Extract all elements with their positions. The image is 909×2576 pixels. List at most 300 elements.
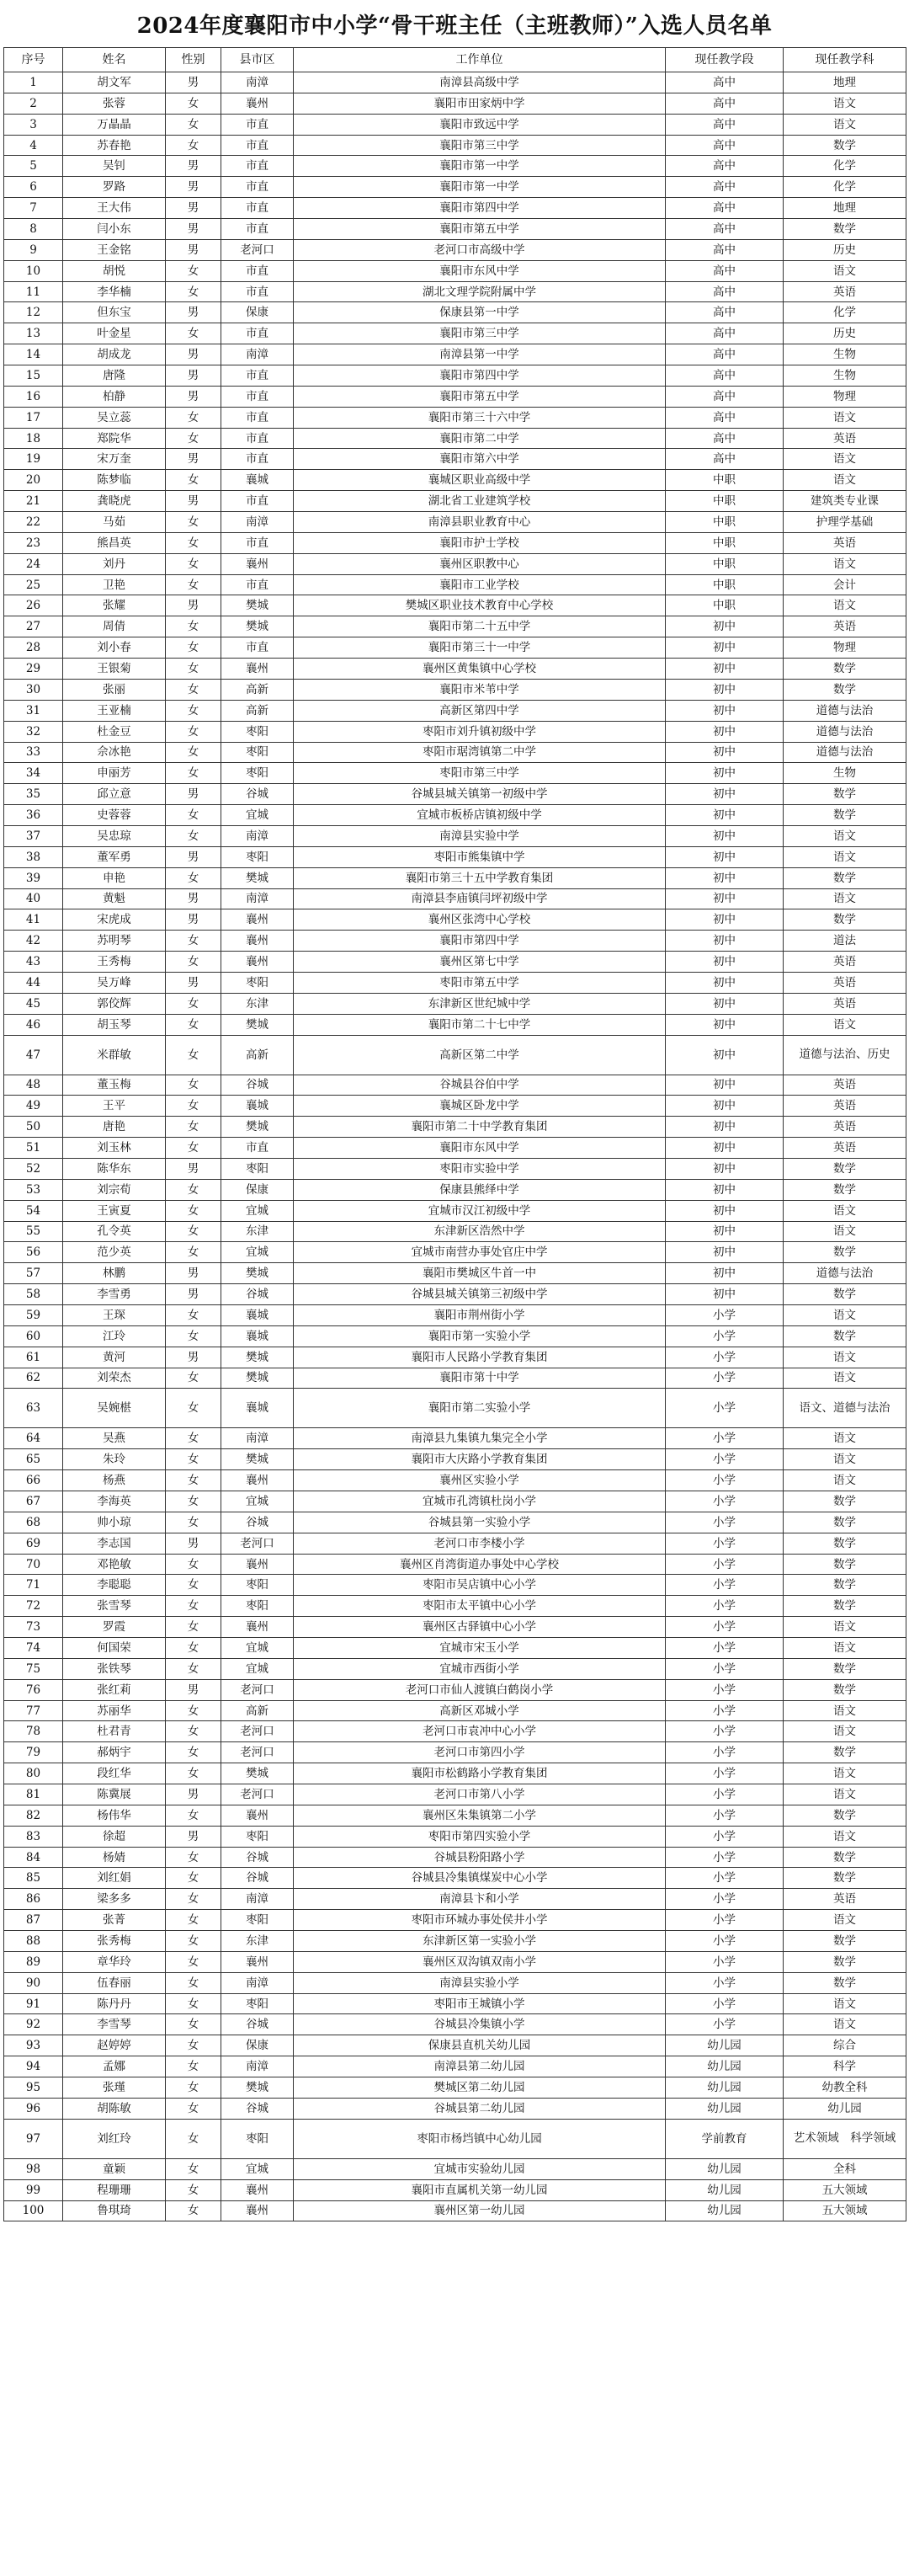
cell-name: 张雪琴: [63, 1596, 166, 1617]
cell-stage: 小学: [666, 1533, 784, 1554]
cell-gender: 女: [166, 2200, 221, 2221]
cell-index: 9: [4, 239, 63, 260]
cell-stage: 初中: [666, 825, 784, 846]
cell-stage: 学前教育: [666, 2119, 784, 2158]
cell-name: 唐隆: [63, 365, 166, 387]
cell-workplace: 宜城市板桥店镇初级中学: [294, 805, 666, 826]
cell-index: 84: [4, 1847, 63, 1868]
table-row: [4, 1368, 906, 1389]
cell-workplace: 枣阳市太平镇中心小学: [294, 1596, 666, 1617]
cell-index: 68: [4, 1512, 63, 1533]
cell-district: 南漳: [221, 1428, 294, 1449]
table-row: [4, 177, 906, 198]
cell-index: 58: [4, 1284, 63, 1305]
cell-name: 苏明琴: [63, 931, 166, 952]
cell-workplace: 襄阳市致远中学: [294, 114, 666, 135]
cell-district: 枣阳: [221, 1910, 294, 1931]
cell-index: 26: [4, 595, 63, 616]
cell-stage: 幼儿园: [666, 2077, 784, 2099]
cell-gender: 女: [166, 1638, 221, 1659]
cell-index: 32: [4, 721, 63, 742]
cell-subject: 英语: [784, 1075, 906, 1096]
cell-index: 15: [4, 365, 63, 387]
cell-district: 高新: [221, 1700, 294, 1721]
cell-workplace: 枣阳市刘升镇初级中学: [294, 721, 666, 742]
table-row: [4, 281, 906, 302]
cell-district: 市直: [221, 428, 294, 449]
cell-name: 陈冀展: [63, 1784, 166, 1805]
cell-district: 枣阳: [221, 972, 294, 993]
cell-district: 东津: [221, 993, 294, 1014]
cell-gender: 女: [166, 114, 221, 135]
table-row: [4, 1117, 906, 1138]
cell-name: 唐艳: [63, 1117, 166, 1138]
cell-workplace: 老河口市高级中学: [294, 239, 666, 260]
table-row: [4, 1200, 906, 1221]
cell-stage: 初中: [666, 1138, 784, 1159]
table-row: [4, 1325, 906, 1347]
cell-workplace: 老河口市第八小学: [294, 1784, 666, 1805]
cell-name: 孟娜: [63, 2056, 166, 2077]
cell-workplace: 襄州区双沟镇双南小学: [294, 1951, 666, 1972]
cell-index: 73: [4, 1617, 63, 1638]
table-row: [4, 2077, 906, 2099]
cell-subject: 语文: [784, 1910, 906, 1931]
table-row: [4, 1617, 906, 1638]
cell-gender: 男: [166, 1679, 221, 1700]
cell-subject: 数学: [784, 1533, 906, 1554]
cell-district: 老河口: [221, 1533, 294, 1554]
cell-index: 2: [4, 93, 63, 114]
cell-gender: 男: [166, 1347, 221, 1368]
cell-district: 樊城: [221, 616, 294, 637]
cell-stage: 小学: [666, 1347, 784, 1368]
table-row: [4, 1638, 906, 1659]
cell-stage: 初中: [666, 1075, 784, 1096]
cell-subject: 化学: [784, 177, 906, 198]
cell-subject: 物理: [784, 637, 906, 659]
cell-gender: 女: [166, 867, 221, 888]
table-row: [4, 1512, 906, 1533]
cell-workplace: 襄阳市第一中学: [294, 156, 666, 177]
table-row: [4, 1972, 906, 1993]
cell-district: 枣阳: [221, 763, 294, 784]
table-row: [4, 1847, 906, 1868]
cell-district: 宜城: [221, 1658, 294, 1679]
cell-gender: 女: [166, 1512, 221, 1533]
cell-district: 枣阳: [221, 846, 294, 867]
cell-workplace: 襄阳市第三中学: [294, 323, 666, 344]
cell-stage: 初中: [666, 888, 784, 909]
cell-stage: 幼儿园: [666, 2200, 784, 2221]
cell-district: 襄州: [221, 93, 294, 114]
cell-gender: 男: [166, 1284, 221, 1305]
cell-subject: 语文: [784, 260, 906, 281]
cell-name: 胡陈敏: [63, 2098, 166, 2119]
cell-index: 38: [4, 846, 63, 867]
table-row: [4, 386, 906, 407]
cell-index: 52: [4, 1158, 63, 1179]
cell-district: 谷城: [221, 1847, 294, 1868]
cell-subject: 数学: [784, 784, 906, 805]
cell-subject: 数学: [784, 1325, 906, 1347]
cell-index: 62: [4, 1368, 63, 1389]
table-row: [4, 2056, 906, 2077]
cell-index: 10: [4, 260, 63, 281]
cell-stage: 高中: [666, 219, 784, 240]
cell-index: 19: [4, 449, 63, 470]
cell-workplace: 襄州区肖湾街道办事处中心学校: [294, 1554, 666, 1575]
cell-district: 市直: [221, 135, 294, 156]
cell-name: 范少英: [63, 1242, 166, 1263]
cell-workplace: 枣阳市王城镇小学: [294, 1993, 666, 2014]
cell-stage: 小学: [666, 1617, 784, 1638]
cell-district: 市直: [221, 114, 294, 135]
cell-subject: 英语: [784, 993, 906, 1014]
cell-workplace: 湖北文理学院附属中学: [294, 281, 666, 302]
cell-name: 邱立意: [63, 784, 166, 805]
cell-gender: 女: [166, 1449, 221, 1470]
table-row: [4, 428, 906, 449]
cell-name: 林鹏: [63, 1263, 166, 1284]
cell-workplace: 湖北省工业建筑学校: [294, 491, 666, 512]
cell-gender: 女: [166, 637, 221, 659]
cell-stage: 高中: [666, 114, 784, 135]
cell-district: 宜城: [221, 805, 294, 826]
cell-stage: 初中: [666, 1158, 784, 1179]
cell-subject: 英语: [784, 616, 906, 637]
cell-gender: 女: [166, 1368, 221, 1389]
cell-gender: 女: [166, 93, 221, 114]
cell-district: 市直: [221, 637, 294, 659]
cell-workplace: 宜城市南营办事处官庄中学: [294, 1242, 666, 1263]
cell-workplace: 高新区第二中学: [294, 1035, 666, 1075]
cell-gender: 女: [166, 2035, 221, 2056]
cell-name: 李雪勇: [63, 1284, 166, 1305]
table-row: [4, 700, 906, 721]
cell-gender: 男: [166, 344, 221, 365]
cell-stage: 小学: [666, 1596, 784, 1617]
cell-district: 枣阳: [221, 1596, 294, 1617]
cell-index: 86: [4, 1889, 63, 1910]
cell-subject: 语文: [784, 407, 906, 428]
cell-stage: 小学: [666, 1910, 784, 1931]
table-row: [4, 993, 906, 1014]
cell-workplace: 谷城县城关镇第一初级中学: [294, 784, 666, 805]
cell-district: 樊城: [221, 1763, 294, 1784]
cell-stage: 高中: [666, 156, 784, 177]
cell-name: 陈梦临: [63, 470, 166, 491]
cell-index: 1: [4, 72, 63, 93]
cell-workplace: 襄阳市第五中学: [294, 219, 666, 240]
cell-name: 梁多多: [63, 1889, 166, 1910]
cell-name: 董军勇: [63, 846, 166, 867]
cell-stage: 初中: [666, 1263, 784, 1284]
cell-gender: 男: [166, 177, 221, 198]
cell-stage: 中职: [666, 574, 784, 595]
cell-subject: 幼教全科: [784, 2077, 906, 2099]
cell-district: 保康: [221, 2035, 294, 2056]
cell-workplace: 枣阳市第三中学: [294, 763, 666, 784]
cell-stage: 高中: [666, 365, 784, 387]
cell-index: 51: [4, 1138, 63, 1159]
cell-subject: 语文: [784, 93, 906, 114]
cell-name: 但东宝: [63, 302, 166, 323]
cell-district: 谷城: [221, 1512, 294, 1533]
cell-index: 36: [4, 805, 63, 826]
cell-stage: 中职: [666, 595, 784, 616]
cell-stage: 初中: [666, 1096, 784, 1117]
cell-gender: 女: [166, 2119, 221, 2158]
cell-gender: 男: [166, 1784, 221, 1805]
cell-stage: 小学: [666, 1449, 784, 1470]
cell-gender: 女: [166, 574, 221, 595]
table-row: [4, 1554, 906, 1575]
cell-district: 枣阳: [221, 1826, 294, 1847]
table-row: [4, 1533, 906, 1554]
cell-gender: 女: [166, 1763, 221, 1784]
cell-workplace: 襄州区第七中学: [294, 952, 666, 973]
cell-district: 市直: [221, 198, 294, 219]
table-row: [4, 1449, 906, 1470]
cell-gender: 女: [166, 721, 221, 742]
cell-district: 东津: [221, 1931, 294, 1952]
cell-gender: 女: [166, 1325, 221, 1347]
cell-district: 枣阳: [221, 1993, 294, 2014]
table-row: [4, 972, 906, 993]
cell-workplace: 枣阳市杨垱镇中心幼儿园: [294, 2119, 666, 2158]
cell-name: 张铁琴: [63, 1658, 166, 1679]
table-row: [4, 1221, 906, 1242]
cell-subject: 地理: [784, 198, 906, 219]
cell-gender: 男: [166, 302, 221, 323]
cell-district: 南漳: [221, 888, 294, 909]
cell-name: 邓艳敏: [63, 1554, 166, 1575]
cell-index: 16: [4, 386, 63, 407]
cell-district: 市直: [221, 365, 294, 387]
cell-subject: 语文: [784, 1449, 906, 1470]
table-row: [4, 2179, 906, 2200]
cell-name: 张秀梅: [63, 1931, 166, 1952]
cell-index: 3: [4, 114, 63, 135]
cell-workplace: 襄阳市第十中学: [294, 1368, 666, 1389]
cell-subject: 语文: [784, 1014, 906, 1035]
cell-subject: 英语: [784, 1096, 906, 1117]
table-row: [4, 742, 906, 763]
cell-stage: 小学: [666, 1931, 784, 1952]
cell-district: 襄州: [221, 952, 294, 973]
cell-workplace: 谷城县谷伯中学: [294, 1075, 666, 1096]
table-row: [4, 1389, 906, 1428]
cell-district: 谷城: [221, 2098, 294, 2119]
cell-workplace: 襄阳市第二中学: [294, 428, 666, 449]
cell-workplace: 老河口市仙人渡镇白鹤岗小学: [294, 1679, 666, 1700]
cell-subject: 历史: [784, 323, 906, 344]
table-row: [4, 2200, 906, 2221]
cell-index: 50: [4, 1117, 63, 1138]
cell-gender: 女: [166, 1658, 221, 1679]
cell-gender: 女: [166, 2179, 221, 2200]
cell-name: 江玲: [63, 1325, 166, 1347]
cell-district: 樊城: [221, 1117, 294, 1138]
cell-workplace: 襄阳市第二实验小学: [294, 1389, 666, 1428]
cell-subject: 艺术领域 科学领域: [784, 2119, 906, 2158]
cell-name: 周倩: [63, 616, 166, 637]
cell-workplace: 东津新区世纪城中学: [294, 993, 666, 1014]
cell-stage: 初中: [666, 1179, 784, 1200]
cell-district: 枣阳: [221, 742, 294, 763]
cell-gender: 男: [166, 888, 221, 909]
cell-stage: 幼儿园: [666, 2098, 784, 2119]
cell-subject: 道法: [784, 931, 906, 952]
cell-stage: 初中: [666, 700, 784, 721]
cell-gender: 女: [166, 2098, 221, 2119]
cell-gender: 男: [166, 846, 221, 867]
cell-district: 谷城: [221, 1075, 294, 1096]
cell-name: 宋万奎: [63, 449, 166, 470]
cell-subject: 语文: [784, 825, 906, 846]
table-row: [4, 659, 906, 680]
cell-index: 44: [4, 972, 63, 993]
cell-index: 34: [4, 763, 63, 784]
cell-name: 郝炳宇: [63, 1742, 166, 1763]
cell-stage: 中职: [666, 512, 784, 533]
table-row: [4, 2098, 906, 2119]
cell-index: 37: [4, 825, 63, 846]
cell-name: 程珊珊: [63, 2179, 166, 2200]
cell-index: 11: [4, 281, 63, 302]
table-row: [4, 867, 906, 888]
cell-name: 吴钊: [63, 156, 166, 177]
cell-gender: 女: [166, 1304, 221, 1325]
cell-index: 43: [4, 952, 63, 973]
cell-district: 樊城: [221, 1014, 294, 1035]
cell-subject: 道德与法治: [784, 742, 906, 763]
cell-index: 96: [4, 2098, 63, 2119]
cell-gender: 女: [166, 1972, 221, 1993]
cell-workplace: 襄州区职教中心: [294, 553, 666, 574]
col-header-stage: 现任教学段: [666, 48, 784, 72]
cell-district: 樊城: [221, 867, 294, 888]
cell-index: 74: [4, 1638, 63, 1659]
cell-stage: 高中: [666, 386, 784, 407]
cell-stage: 小学: [666, 1428, 784, 1449]
table-row: [4, 1742, 906, 1763]
cell-district: 樊城: [221, 1263, 294, 1284]
cell-district: 枣阳: [221, 1575, 294, 1596]
cell-gender: 女: [166, 260, 221, 281]
cell-index: 94: [4, 2056, 63, 2077]
cell-subject: 数学: [784, 1868, 906, 1889]
cell-name: 郑院华: [63, 428, 166, 449]
cell-index: 64: [4, 1428, 63, 1449]
table-row: [4, 2014, 906, 2035]
cell-gender: 男: [166, 1158, 221, 1179]
cell-gender: 男: [166, 449, 221, 470]
cell-subject: 数学: [784, 1179, 906, 1200]
table-row: [4, 1721, 906, 1742]
cell-workplace: 宜城市汉江初级中学: [294, 1200, 666, 1221]
cell-name: 童颖: [63, 2158, 166, 2179]
cell-district: 保康: [221, 1179, 294, 1200]
cell-subject: 语文: [784, 595, 906, 616]
cell-index: 85: [4, 1868, 63, 1889]
cell-gender: 女: [166, 763, 221, 784]
table-row: [4, 1951, 906, 1972]
cell-subject: 数学: [784, 219, 906, 240]
cell-stage: 小学: [666, 1951, 784, 1972]
cell-subject: 语文、道德与法治: [784, 1389, 906, 1428]
table-row: [4, 1075, 906, 1096]
cell-stage: 小学: [666, 1847, 784, 1868]
cell-name: 苏春艳: [63, 135, 166, 156]
cell-stage: 高中: [666, 177, 784, 198]
cell-gender: 男: [166, 386, 221, 407]
cell-gender: 女: [166, 1242, 221, 1263]
cell-name: 苏丽华: [63, 1700, 166, 1721]
table-row: [4, 512, 906, 533]
cell-gender: 女: [166, 2158, 221, 2179]
cell-subject: 语文: [784, 1221, 906, 1242]
cell-gender: 女: [166, 428, 221, 449]
cell-index: 66: [4, 1470, 63, 1491]
cell-subject: 数学: [784, 1679, 906, 1700]
cell-workplace: 老河口市李楼小学: [294, 1533, 666, 1554]
cell-name: 徐超: [63, 1826, 166, 1847]
table-row: [4, 1658, 906, 1679]
cell-stage: 中职: [666, 553, 784, 574]
cell-subject: 道德与法治、历史: [784, 1035, 906, 1075]
cell-stage: 小学: [666, 1889, 784, 1910]
col-header-workplace: 工作单位: [294, 48, 666, 72]
cell-subject: 数学: [784, 867, 906, 888]
cell-name: 张瑾: [63, 2077, 166, 2099]
col-header-district: 县市区: [221, 48, 294, 72]
cell-name: 张蓉: [63, 93, 166, 114]
cell-subject: 历史: [784, 239, 906, 260]
cell-gender: 女: [166, 2077, 221, 2099]
cell-index: 29: [4, 659, 63, 680]
table-row: [4, 952, 906, 973]
cell-subject: 数学: [784, 1847, 906, 1868]
cell-district: 市直: [221, 281, 294, 302]
cell-index: 4: [4, 135, 63, 156]
cell-index: 42: [4, 931, 63, 952]
cell-district: 南漳: [221, 2056, 294, 2077]
cell-index: 81: [4, 1784, 63, 1805]
cell-name: 吴燕: [63, 1428, 166, 1449]
cell-name: 王银菊: [63, 659, 166, 680]
cell-workplace: 襄阳市第三十五中学教育集团: [294, 867, 666, 888]
cell-workplace: 襄城区职业高级中学: [294, 470, 666, 491]
cell-district: 宜城: [221, 1200, 294, 1221]
table-row: [4, 1763, 906, 1784]
cell-subject: 数学: [784, 909, 906, 931]
cell-index: 39: [4, 867, 63, 888]
cell-workplace: 谷城县粉阳路小学: [294, 1847, 666, 1868]
cell-index: 78: [4, 1721, 63, 1742]
cell-district: 市直: [221, 219, 294, 240]
cell-stage: 小学: [666, 2014, 784, 2035]
cell-gender: 女: [166, 1910, 221, 1931]
cell-stage: 小学: [666, 1700, 784, 1721]
cell-district: 南漳: [221, 72, 294, 93]
table-row: [4, 135, 906, 156]
table-row: [4, 239, 906, 260]
cell-gender: 女: [166, 1596, 221, 1617]
cell-index: 47: [4, 1035, 63, 1075]
cell-district: 宜城: [221, 1638, 294, 1659]
